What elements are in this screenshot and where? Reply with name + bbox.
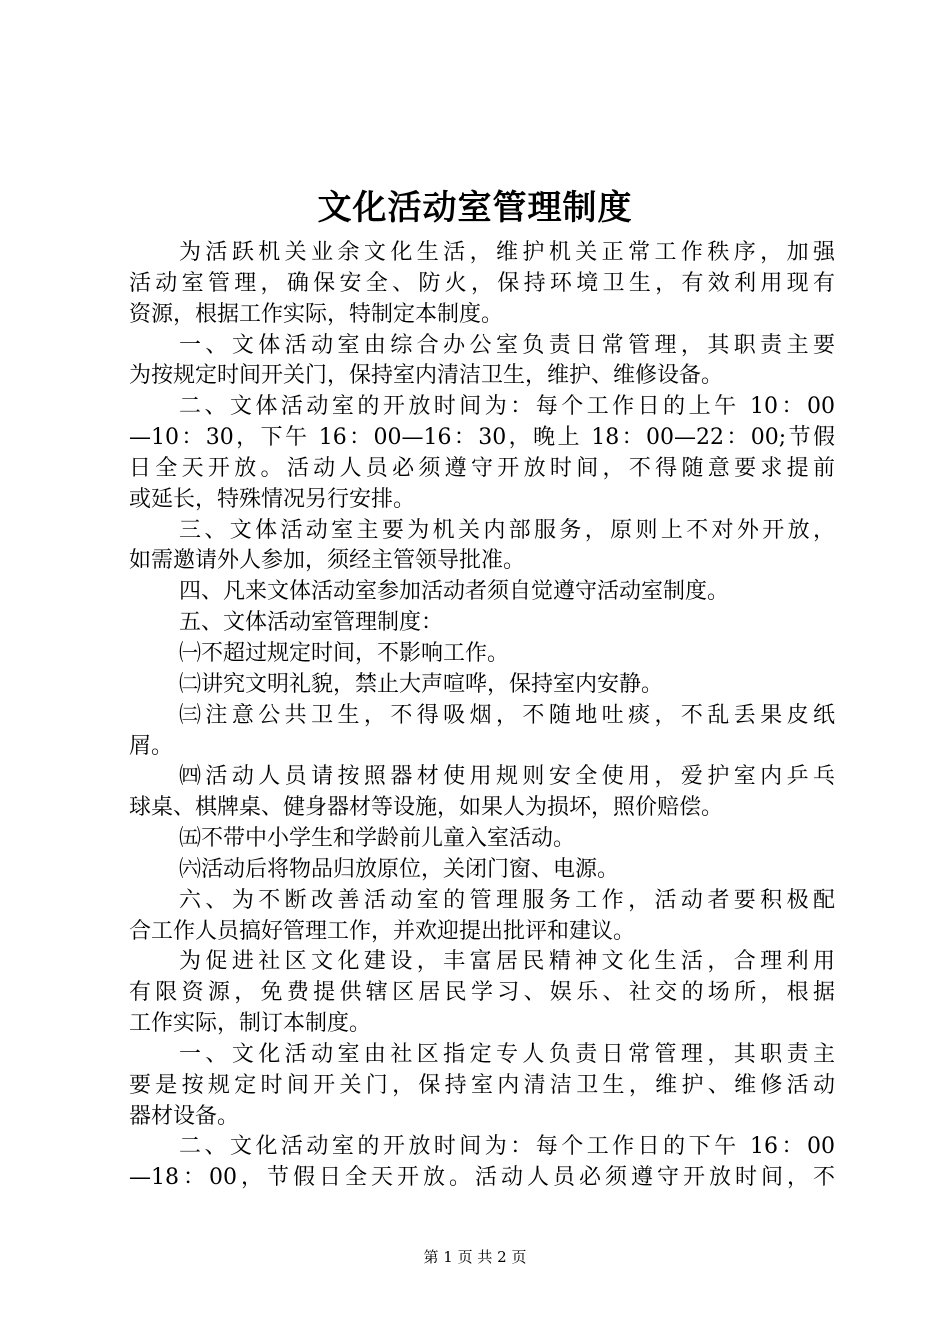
text-line: ㈥活动后将物品归放原位，关闭门窗、电源。 bbox=[179, 856, 620, 882]
text-line: 一、文化活动室由社区指定专人负责日常管理，其职责主 bbox=[179, 1041, 835, 1067]
text-line: 为按规定时间开关门，保持室内清洁卫生，维护、维修设备。 bbox=[129, 363, 724, 389]
text-line: 如需邀请外人参加，须经主管领导批准。 bbox=[129, 548, 526, 574]
text-line: 六、为不断改善活动室的管理服务工作，活动者要积极配 bbox=[179, 887, 835, 913]
text-line: 或延长，特殊情况另行安排。 bbox=[129, 486, 416, 512]
text-line: 工作实际，制订本制度。 bbox=[129, 1011, 372, 1037]
page-footer: 第 1 页 共 2 页 bbox=[423, 1248, 527, 1266]
text-line: ㈡讲究文明礼貌，禁止大声喧哗，保持室内安静。 bbox=[179, 671, 664, 697]
text-line: ㈢注意公共卫生，不得吸烟，不随地吐痰，不乱丢果皮纸 bbox=[179, 702, 835, 728]
text-line: 三、文体活动室主要为机关内部服务，原则上不对外开放， bbox=[179, 517, 835, 543]
text-line: 屑。 bbox=[129, 733, 174, 759]
text-line: 器材设备。 bbox=[129, 1103, 240, 1129]
document-body bbox=[129, 238, 835, 1194]
text-line: 球桌、棋牌桌、健身器材等设施，如果人为损坏，照价赔偿。 bbox=[129, 795, 724, 821]
text-line: 资源，根据工作实际，特制定本制度。 bbox=[129, 301, 504, 327]
text-line: 有限资源，免费提供辖区居民学习、娱乐、社交的场所，根据 bbox=[129, 980, 835, 1006]
text-line: 四、凡来文体活动室参加活动者须自觉遵守活动室制度。 bbox=[179, 579, 730, 605]
document-title: 文化活动室管理制度 bbox=[317, 188, 633, 228]
text-line: 二、文体活动室的开放时间为：每个工作日的上午 10：00 bbox=[179, 394, 835, 420]
text-line: —10：30，下午 16：00—16：30，晚上 18：00—22：00;节假 bbox=[129, 425, 835, 451]
text-line: —18：00，节假日全天开放。活动人员必须遵守开放时间，不 bbox=[129, 1165, 835, 1191]
text-line: 合工作人员搞好管理工作，并欢迎提出批评和建议。 bbox=[129, 918, 636, 944]
text-line: ㈣活动人员请按照器材使用规则安全使用，爱护室内乒乓 bbox=[179, 764, 835, 790]
text-line: 日全天开放。活动人员必须遵守开放时间，不得随意要求提前 bbox=[129, 455, 835, 481]
text-line: 二、文化活动室的开放时间为：每个工作日的下午 16：00 bbox=[179, 1134, 835, 1160]
text-line: 要是按规定时间开关门，保持室内清洁卫生，维护、维修活动 bbox=[129, 1072, 835, 1098]
text-line: ㈠不超过规定时间，不影响工作。 bbox=[179, 640, 510, 666]
text-line: 一、文体活动室由综合办公室负责日常管理，其职责主要 bbox=[179, 332, 835, 358]
text-line: 为活跃机关业余文化生活，维护机关正常工作秩序，加强 bbox=[179, 240, 835, 265]
text-line: 为促进社区文化建设，丰富居民精神文化生活，合理利用 bbox=[179, 949, 835, 975]
text-line: 活动室管理，确保安全、防火，保持环境卫生，有效利用现有 bbox=[129, 270, 835, 296]
text-line: ㈤不带中小学生和学龄前儿童入室活动。 bbox=[179, 826, 576, 852]
text-line: 五、文体活动室管理制度： bbox=[179, 610, 444, 636]
